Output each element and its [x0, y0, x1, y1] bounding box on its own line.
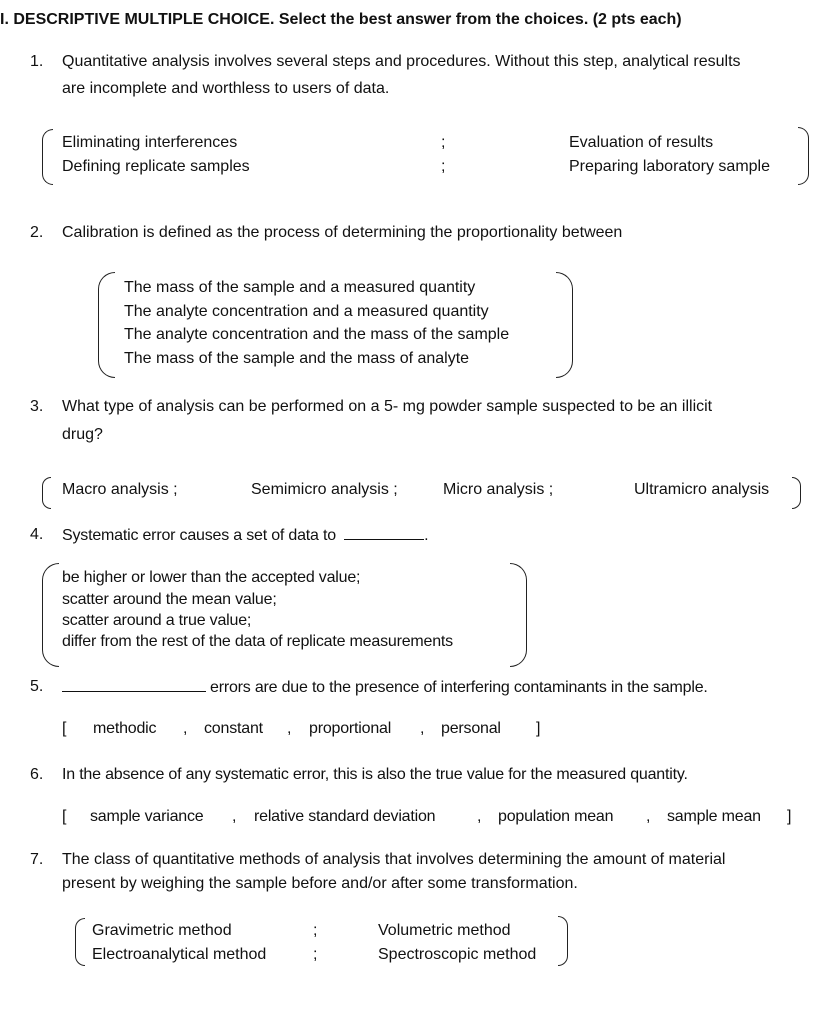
question-5-number: 5. — [30, 678, 44, 695]
question-5-choice[interactable]: constant — [204, 720, 263, 737]
question-2-choice[interactable]: The mass of the sample and the mass of analyte — [124, 350, 470, 367]
question-3-choice[interactable]: Macro analysis ; — [62, 481, 178, 498]
question-5-close-bracket: ] — [536, 720, 541, 737]
question-6-close-bracket: ] — [787, 808, 792, 825]
question-1-choice[interactable]: Eliminating interferences — [62, 134, 238, 151]
question-1-left-brace — [42, 129, 53, 185]
question-5-text-line1 — [62, 677, 708, 698]
question-7-right-brace — [558, 916, 568, 966]
question-4-text-end: . — [424, 527, 429, 544]
question-3-choice[interactable]: Micro analysis ; — [443, 481, 554, 498]
question-5-comma: , — [420, 720, 425, 737]
question-5-choice[interactable]: personal — [441, 720, 501, 737]
question-6-choice[interactable]: relative standard deviation — [254, 808, 436, 825]
question-2-text-line1: Calibration is defined as the process of determining the proportionality between — [62, 224, 623, 241]
question-1-separator: ; — [441, 134, 446, 151]
question-6-open-bracket: [ — [62, 808, 67, 825]
question-3-text-line1: What type of analysis can be performed on a 5- mg powder sample suspected to be an illicit — [62, 398, 713, 415]
question-4-choice[interactable]: scatter around a true value; — [62, 612, 252, 629]
question-2-right-brace — [556, 272, 573, 378]
question-6-choice[interactable]: sample variance — [90, 808, 204, 825]
question-3-text-line2: drug? — [62, 426, 103, 443]
question-3-left-brace — [42, 477, 51, 509]
question-7-separator: ; — [313, 946, 318, 963]
question-6-comma: , — [646, 808, 651, 825]
question-5-choice[interactable]: methodic — [93, 720, 157, 737]
question-1-choice[interactable]: Evaluation of results — [569, 134, 714, 151]
question-6-choice[interactable]: population mean — [498, 808, 614, 825]
question-7-separator: ; — [313, 922, 318, 939]
question-4-choice[interactable]: be higher or lower than the accepted value; — [62, 569, 361, 586]
question-6-number: 6. — [30, 766, 44, 783]
question-3-right-brace — [792, 477, 801, 509]
question-4-choice[interactable]: differ from the rest of the data of replicate measurements — [62, 633, 453, 650]
answer-blank — [344, 525, 424, 540]
question-7-choice[interactable]: Spectroscopic method — [378, 946, 537, 963]
question-4-choice[interactable]: scatter around the mean value; — [62, 591, 277, 608]
question-1-text-line2: are incomplete and worthless to users of data. — [62, 80, 390, 97]
question-1-separator: ; — [441, 158, 446, 175]
question-1-number: 1. — [30, 53, 44, 70]
question-2-choice[interactable]: The mass of the sample and a measured quantity — [124, 279, 476, 296]
question-1-choice[interactable]: Defining replicate samples — [62, 158, 250, 175]
question-2-left-brace — [98, 272, 115, 378]
question-3-choice[interactable]: Ultramicro analysis — [634, 481, 770, 498]
question-7-text-line1: The class of quantitative methods of analysis that involves determining the amount of material — [62, 851, 726, 868]
question-2-number: 2. — [30, 224, 44, 241]
question-6-choice[interactable]: sample mean — [667, 808, 761, 825]
question-3-number: 3. — [30, 398, 44, 415]
question-1-choice[interactable]: Preparing laboratory sample — [569, 158, 770, 175]
question-3-choice[interactable]: Semimicro analysis ; — [251, 481, 398, 498]
question-4-right-brace — [510, 563, 527, 667]
question-7-number: 7. — [30, 851, 44, 868]
question-1-right-brace — [798, 127, 809, 185]
question-2-choice[interactable]: The analyte concentration and the mass of the sample — [124, 326, 510, 343]
question-5-comma: , — [183, 720, 188, 737]
question-4-number: 4. — [30, 526, 44, 543]
question-4-left-brace — [42, 563, 59, 667]
question-7-choice[interactable]: Volumetric method — [378, 922, 511, 939]
question-7-left-brace — [75, 918, 85, 966]
question-5-comma: , — [287, 720, 292, 737]
answer-blank — [62, 677, 206, 692]
question-5-open-bracket: [ — [62, 720, 67, 737]
question-2-choice[interactable]: The analyte concentration and a measured quantity — [124, 303, 489, 320]
question-6-text-line1: In the absence of any systematic error, this is also the true value for the measured quantity. — [62, 766, 688, 783]
question-6-comma: , — [477, 808, 482, 825]
question-5-text: errors are due to the presence of interfering contaminants in the sample. — [210, 679, 708, 696]
question-7-choice[interactable]: Electroanalytical method — [92, 946, 267, 963]
question-1-text-line1: Quantitative analysis involves several steps and procedures. Without this step, analytical results — [62, 53, 741, 70]
question-6-comma: , — [232, 808, 237, 825]
question-7-text-line2: present by weighing the sample before and/or after some transformation. — [62, 875, 578, 892]
question-5-choice[interactable]: proportional — [309, 720, 392, 737]
question-4-text-line1 — [62, 525, 428, 546]
question-4-text: Systematic error causes a set of data to — [62, 527, 336, 544]
section-title: I. DESCRIPTIVE MULTIPLE CHOICE. Select the best answer from the choices. (2 pts each) — [0, 11, 682, 28]
question-7-choice[interactable]: Gravimetric method — [92, 922, 232, 939]
